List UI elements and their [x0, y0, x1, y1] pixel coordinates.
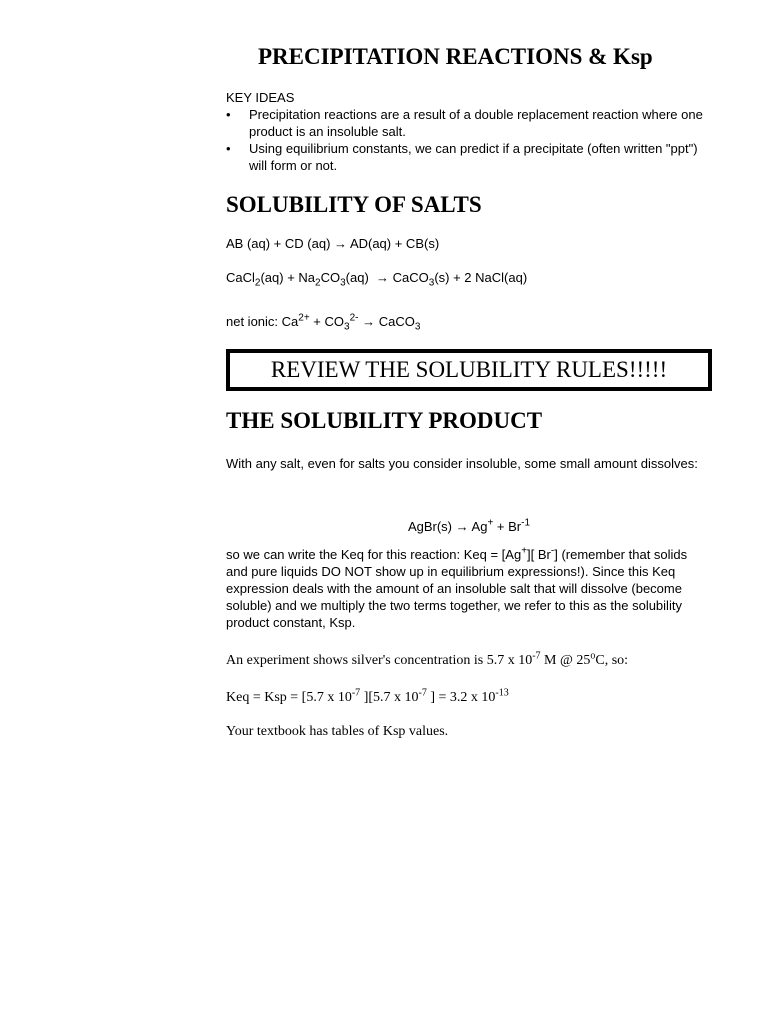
- superscript: -7: [532, 650, 541, 662]
- subscript: 3: [428, 277, 435, 289]
- formula-text: Keq = Ksp = [5.7 x 10: [226, 690, 352, 705]
- keq-explanation-paragraph: [226, 546, 712, 631]
- superscript: +: [521, 545, 528, 557]
- solubility-intro-paragraph: With any salt, even for salts you consider insoluble, some small amount dissolves:: [226, 456, 698, 471]
- paragraph-text: ][ Br: [527, 547, 551, 562]
- arrow-right-icon: →: [334, 236, 348, 251]
- formula-text: ][5.7 x 10: [360, 690, 419, 705]
- review-solubility-rules-box: REVIEW THE SOLUBILITY RULES!!!!!: [226, 349, 712, 391]
- agbr-equation: [226, 519, 712, 534]
- formula-text: (s) + 2 NaCl(aq): [434, 270, 528, 285]
- subscript: 3: [340, 277, 346, 289]
- list-item: [226, 140, 706, 174]
- equation-right: AD(aq) + CB(s): [349, 236, 440, 251]
- page-title: PRECIPITATION REACTIONS & Ksp: [258, 44, 653, 69]
- superscript: -: [550, 545, 555, 557]
- arrow-right-icon: →: [376, 270, 390, 285]
- example-equation: [226, 270, 528, 289]
- key-ideas-label: KEY IDEAS: [226, 90, 295, 105]
- subscript: 2: [315, 277, 321, 289]
- formula-text: CaCl: [226, 270, 255, 285]
- formula-text: CO: [320, 270, 341, 285]
- formula-text: net ionic: Ca: [226, 314, 299, 329]
- formula-text: M @ 25: [540, 653, 591, 668]
- formula-text: C, so:: [595, 653, 629, 668]
- ksp-calculation-line: [226, 687, 509, 706]
- list-item: [226, 106, 706, 140]
- formula-text: + Br: [493, 519, 522, 534]
- formula-text: + CO: [309, 314, 344, 329]
- arrow-right-icon: →: [455, 519, 469, 534]
- superscript: o: [590, 650, 596, 662]
- experiment-line: [226, 650, 629, 669]
- textbook-note: Your textbook has tables of Ksp values.: [226, 724, 449, 739]
- superscript: +: [487, 517, 494, 529]
- key-ideas-list: [226, 106, 706, 174]
- arrow-right-icon: →: [362, 314, 376, 329]
- formula-text: AgBr(s): [407, 519, 453, 534]
- solubility-of-salts-heading: SOLUBILITY OF SALTS: [226, 192, 482, 217]
- formula-text: (aq) + Na: [260, 270, 316, 285]
- formula-text: Ag: [471, 519, 488, 534]
- formula-text: CaCO: [378, 314, 415, 329]
- superscript: -7: [418, 687, 427, 699]
- superscript: 2-: [349, 312, 359, 324]
- formula-text: CaCO: [392, 270, 429, 285]
- superscript: -1: [521, 517, 531, 529]
- general-equation: [226, 236, 439, 251]
- paragraph-text: ] (remember that solids and pure liquids DO NOT show up in equilibrium expressions!). Since this Keq expression deals with the amount of an insoluble salt that will dissolve (become soluble) and we multiply the two terms together, we refer to this as the solubility product constant, Ksp.: [226, 547, 688, 630]
- subscript: 2: [254, 277, 261, 289]
- subscript: 3: [344, 321, 350, 333]
- key-idea-text: Using equilibrium constants, we can predict if a precipitate (often written "ppt") will form or not.: [249, 141, 698, 173]
- formula-text: An experiment shows silver's concentration is 5.7 x 10: [226, 653, 533, 668]
- formula-text: (aq): [345, 270, 369, 285]
- superscript: -13: [495, 687, 509, 699]
- superscript: 2+: [298, 312, 310, 324]
- equation-left: AB (aq) + CD (aq): [226, 236, 331, 251]
- subscript: 3: [414, 321, 421, 333]
- bullet-icon: •: [226, 141, 231, 156]
- formula-text: ] = 3.2 x 10: [426, 690, 496, 705]
- superscript: -7: [351, 687, 361, 699]
- net-ionic-equation: [226, 312, 421, 333]
- solubility-product-heading: THE SOLUBILITY PRODUCT: [226, 408, 543, 433]
- bullet-icon: •: [226, 107, 231, 122]
- key-idea-text: Precipitation reactions are a result of a double replacement reaction where one product is an insoluble salt.: [249, 107, 703, 139]
- paragraph-text: so we can write the Keq for this reaction: Keq = [Ag: [226, 547, 522, 562]
